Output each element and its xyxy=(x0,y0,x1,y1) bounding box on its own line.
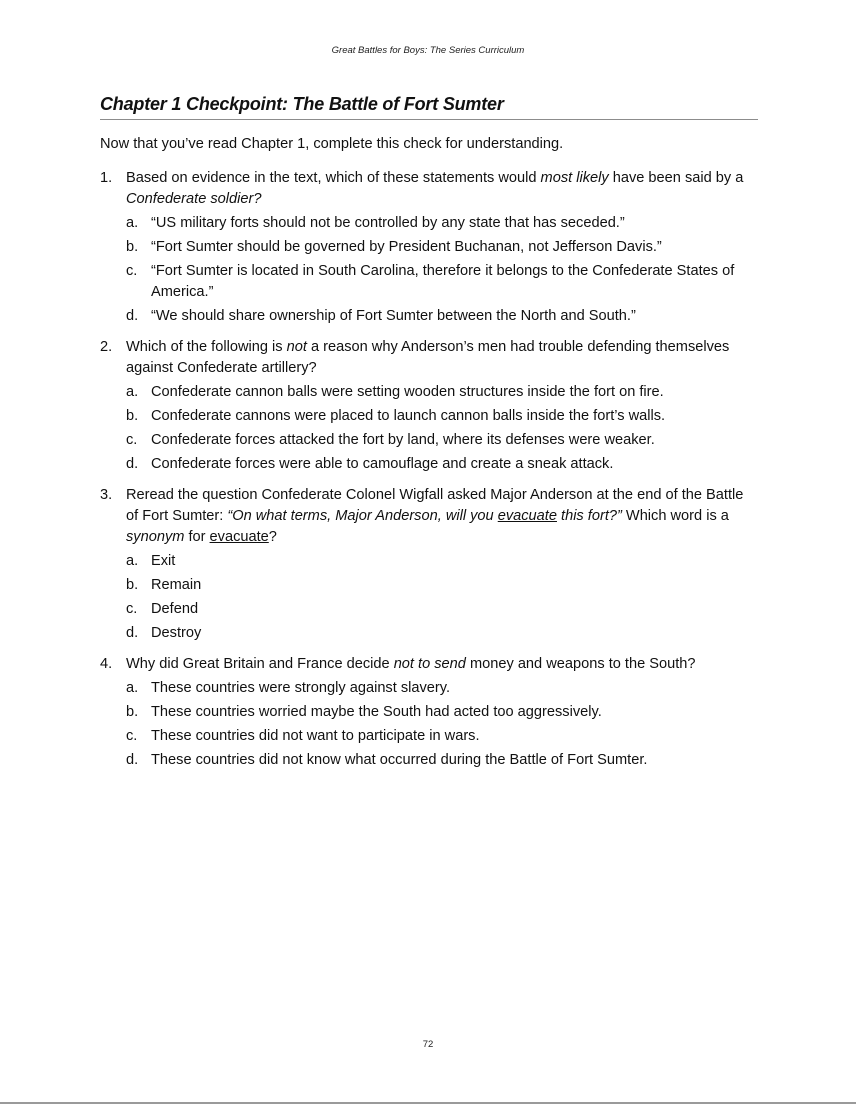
option-letter: b. xyxy=(126,408,139,424)
option-text: Remain xyxy=(151,577,202,593)
question-number: 4. xyxy=(100,656,113,672)
option-letter: b. xyxy=(126,704,139,720)
intro-text: Now that you’ve read Chapter 1, complete this check for understanding. xyxy=(100,136,564,152)
stem-text: for xyxy=(184,529,210,545)
answer-options xyxy=(100,551,752,644)
underlined-word: evacuate xyxy=(497,508,557,524)
stem-emphasis: not xyxy=(286,339,307,355)
option-text: Exit xyxy=(151,553,176,569)
option-letter: a. xyxy=(126,215,139,231)
question-3-stem xyxy=(100,485,752,548)
running-header: Great Battles for Boys: The Series Curriculum xyxy=(331,45,525,56)
question-1 xyxy=(100,168,752,327)
stem-emphasis: Confederate soldier? xyxy=(126,191,262,207)
option-text: Defend xyxy=(151,601,199,617)
answer-option[interactable] xyxy=(100,750,752,771)
option-letter: d. xyxy=(126,456,139,472)
stem-quote: this fort?” xyxy=(556,508,622,524)
stem-text: have been said by a xyxy=(608,170,744,186)
stem-text: Which of the following is xyxy=(126,339,287,355)
option-text: “We should share ownership of Fort Sumter between the North and South.” xyxy=(151,308,636,324)
stem-emphasis: synonym xyxy=(126,529,185,545)
option-letter: c. xyxy=(126,728,138,744)
option-text: These countries worried maybe the South had acted too aggressively. xyxy=(151,704,602,720)
option-text: Destroy xyxy=(151,625,202,641)
option-text: “US military forts should not be controlled by any state that has seceded.” xyxy=(151,215,625,231)
option-text: “Fort Sumter is located in South Carolina, therefore it belongs to the Confederate States of America.” xyxy=(151,263,735,300)
worksheet-content xyxy=(100,134,752,781)
question-4 xyxy=(100,654,752,771)
option-text: Confederate cannon balls were setting wooden structures inside the fort on fire. xyxy=(151,384,664,400)
option-letter: c. xyxy=(126,601,138,617)
answer-options xyxy=(100,213,752,327)
option-letter: b. xyxy=(126,577,139,593)
question-4-stem xyxy=(100,654,752,675)
question-number: 1. xyxy=(100,170,113,186)
answer-option[interactable] xyxy=(100,382,752,403)
page-number: 72 xyxy=(422,1039,434,1050)
answer-option[interactable] xyxy=(100,454,752,475)
option-letter: c. xyxy=(126,432,138,448)
stem-text: Which word is a xyxy=(621,508,729,524)
option-text: Confederate cannons were placed to launch cannon balls inside the fort’s walls. xyxy=(151,408,666,424)
stem-text: a reason why Anderson’s men had trouble defending themselves against Confederate artillery? xyxy=(126,339,730,376)
question-number: 2. xyxy=(100,339,113,355)
stem-emphasis: not to send xyxy=(393,656,466,672)
option-text: Confederate forces were able to camouflage and create a sneak attack. xyxy=(151,456,614,472)
answer-option[interactable] xyxy=(100,261,752,303)
answer-option[interactable] xyxy=(100,306,752,327)
page-title: Chapter 1 Checkpoint: The Battle of Fort Sumter xyxy=(100,94,758,120)
underlined-word: evacuate xyxy=(209,529,269,545)
option-letter: a. xyxy=(126,553,139,569)
stem-text: Based on evidence in the text, which of these statements would xyxy=(126,170,541,186)
answer-option[interactable] xyxy=(100,702,752,723)
answer-option[interactable] xyxy=(100,575,752,596)
answer-option[interactable] xyxy=(100,406,752,427)
answer-option[interactable] xyxy=(100,726,752,747)
answer-option[interactable] xyxy=(100,599,752,620)
answer-options xyxy=(100,678,752,771)
option-letter: d. xyxy=(126,625,139,641)
stem-text: Reread the question Confederate Colonel Wigfall asked Major Anderson at the end of the Battle of Fort Sumter: xyxy=(126,487,744,524)
answer-option[interactable] xyxy=(100,237,752,258)
answer-options xyxy=(100,382,752,475)
stem-quote: “On what terms, Major Anderson, will you xyxy=(227,508,498,524)
option-letter: a. xyxy=(126,680,139,696)
answer-option[interactable] xyxy=(100,213,752,234)
option-text: “Fort Sumter should be governed by President Buchanan, not Jefferson Davis.” xyxy=(151,239,662,255)
option-text: These countries did not want to participate in wars. xyxy=(151,728,480,744)
question-number: 3. xyxy=(100,487,113,503)
question-3 xyxy=(100,485,752,644)
question-2-stem xyxy=(100,337,752,379)
option-letter: d. xyxy=(126,308,139,324)
answer-option[interactable] xyxy=(100,678,752,699)
option-letter: c. xyxy=(126,263,138,279)
stem-emphasis: most likely xyxy=(540,170,609,186)
option-letter: b. xyxy=(126,239,139,255)
option-letter: a. xyxy=(126,384,139,400)
option-text: Confederate forces attacked the fort by land, where its defenses were weaker. xyxy=(151,432,655,448)
stem-text: ? xyxy=(268,529,277,545)
option-text: These countries were strongly against slavery. xyxy=(151,680,451,696)
question-1-stem xyxy=(100,168,752,210)
option-text: These countries did not know what occurred during the Battle of Fort Sumter. xyxy=(151,752,648,768)
stem-text: Why did Great Britain and France decide xyxy=(126,656,394,672)
option-letter: d. xyxy=(126,752,139,768)
answer-option[interactable] xyxy=(100,551,752,572)
stem-text: money and weapons to the South? xyxy=(465,656,696,672)
question-2 xyxy=(100,337,752,475)
answer-option[interactable] xyxy=(100,623,752,644)
answer-option[interactable] xyxy=(100,430,752,451)
